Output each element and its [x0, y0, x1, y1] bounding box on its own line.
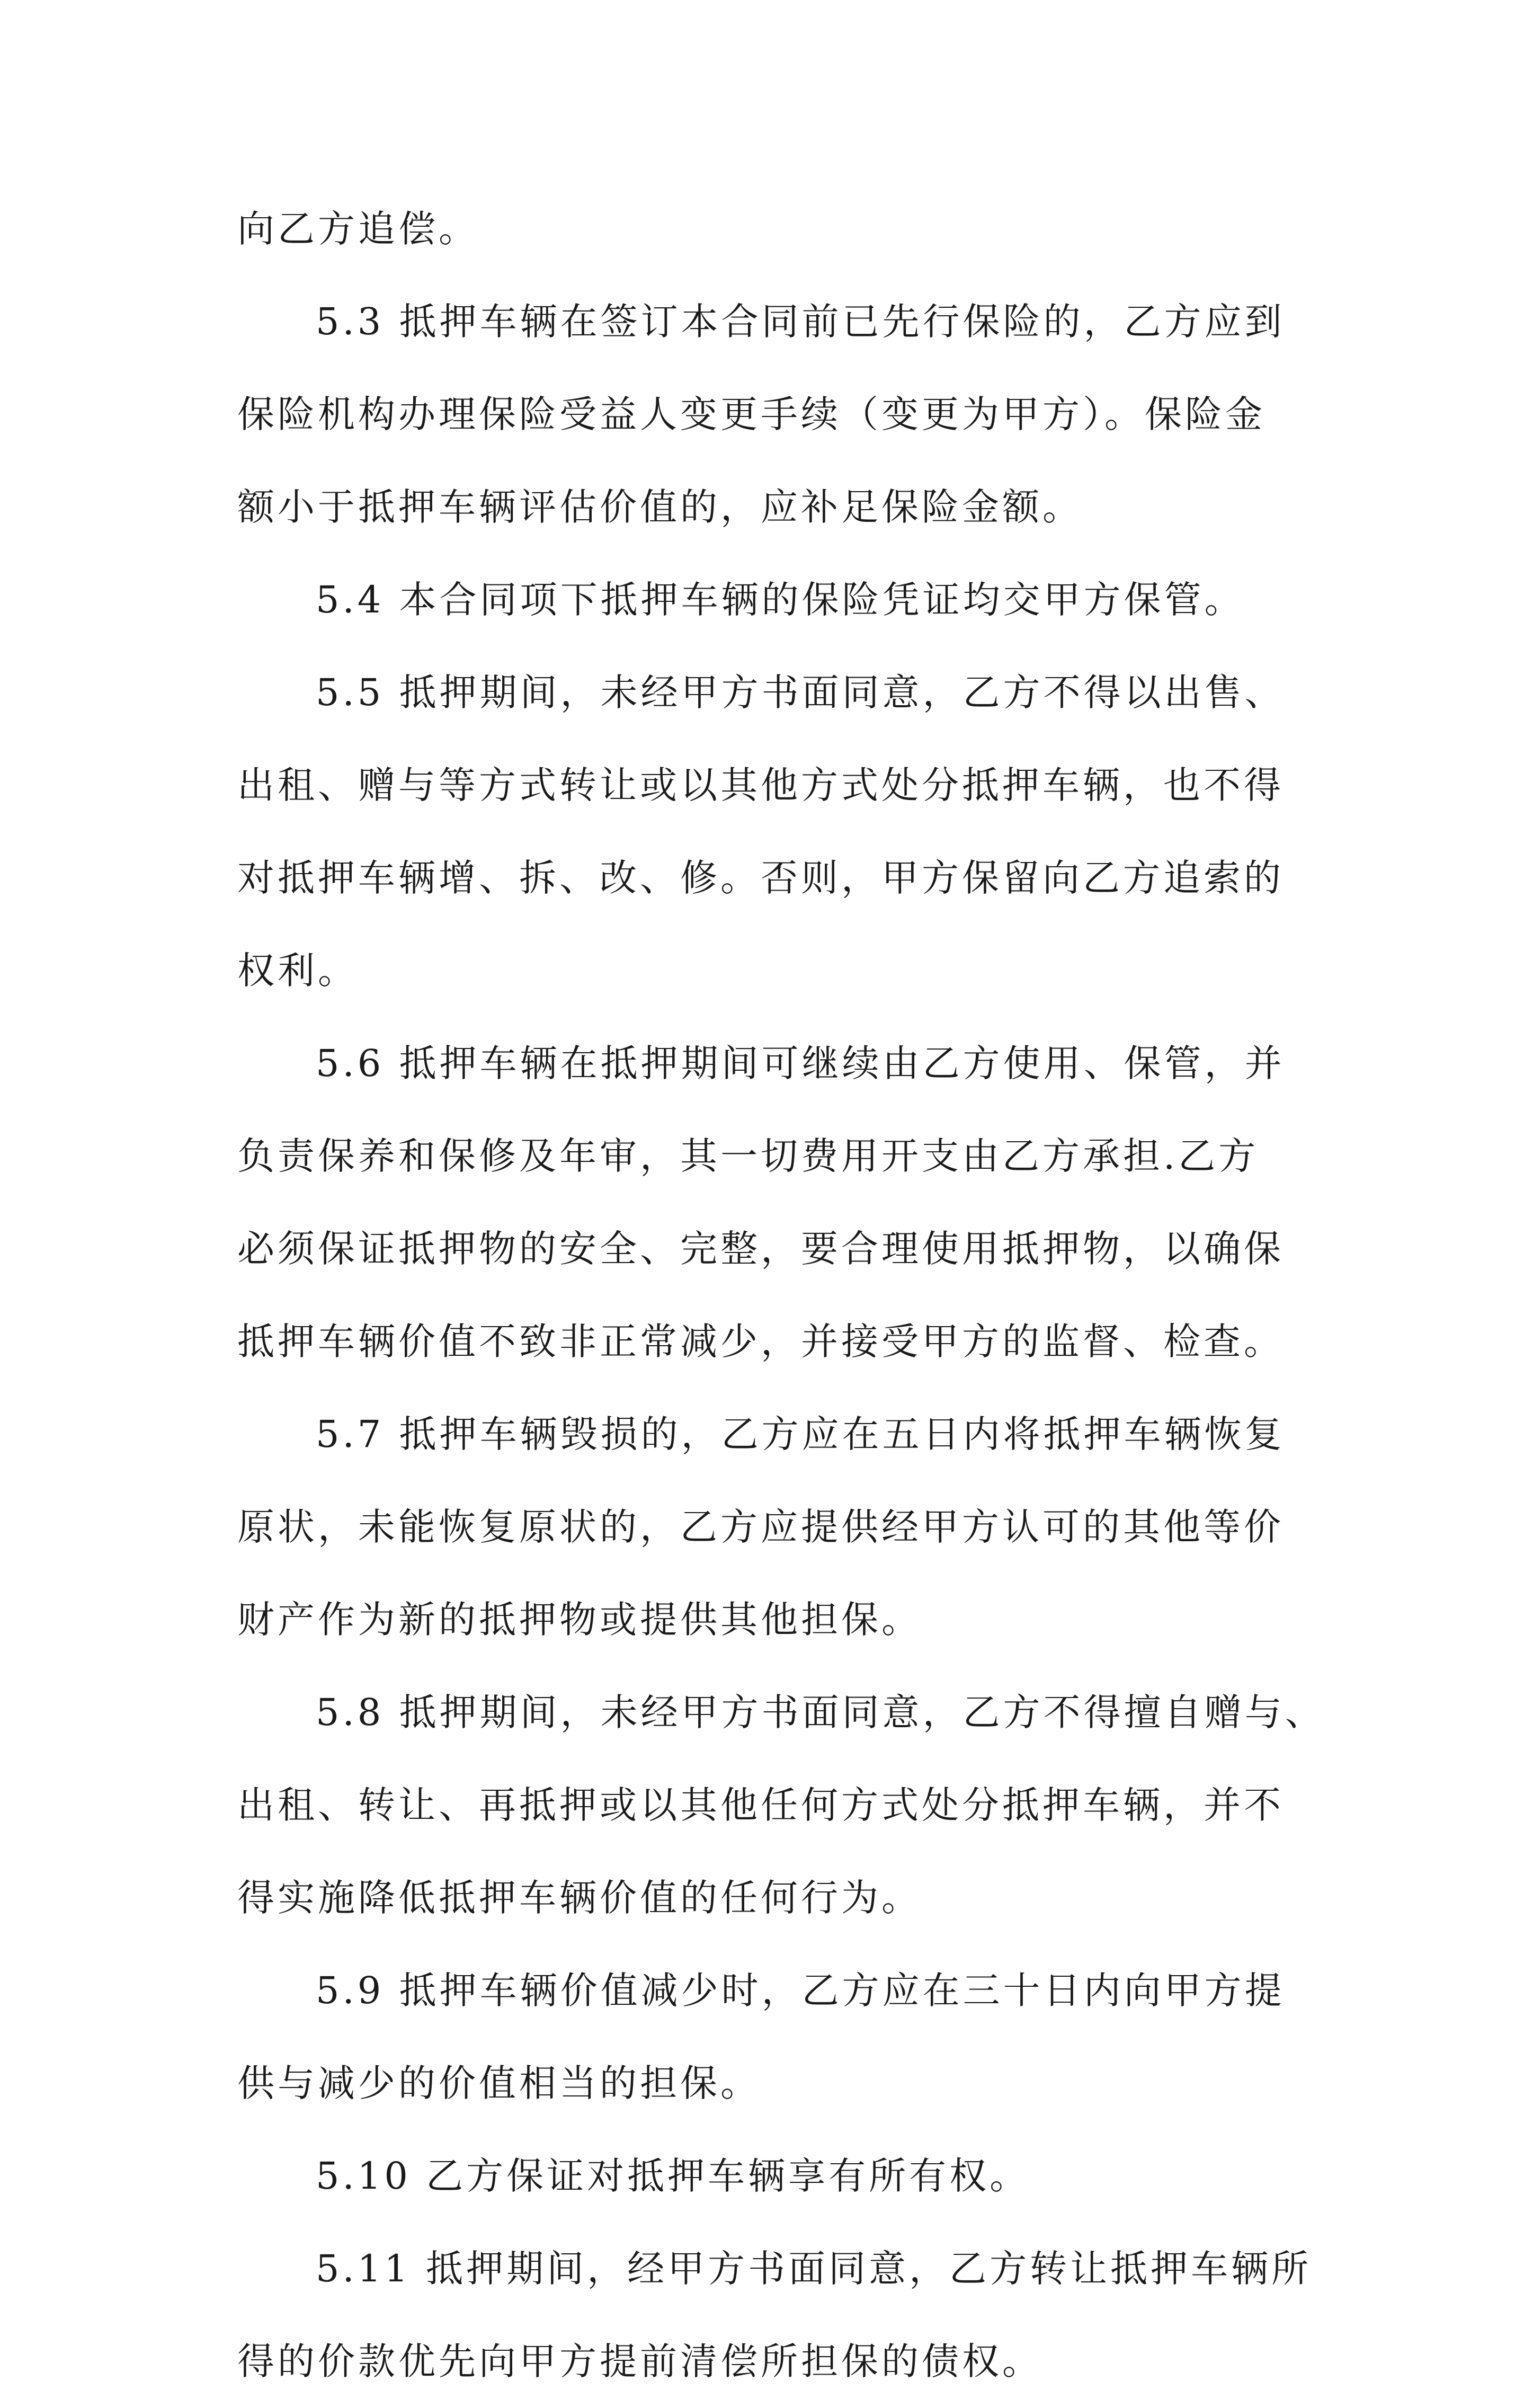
text-line: 对抵押车辆增、拆、改、修。否则，甲方保留向乙方追索的 — [237, 856, 1284, 900]
clause-5-6-line: 5.6 抵押车辆在抵押期间可继续由乙方使用、保管，并 — [316, 1042, 1285, 1085]
clause-5-8-line: 5.8 抵押期间，未经甲方书面同意，乙方不得擅自赠与、 — [316, 1691, 1325, 1734]
text-line: 得的价款优先向甲方提前清偿所担保的债权。 — [237, 2340, 1042, 2383]
text-line: 保险机构办理保险受益人变更手续（变更为甲方）。保险金 — [237, 393, 1265, 436]
clause-5-3-line: 5.3 抵押车辆在签订本合同前已先行保险的，乙方应到 — [316, 300, 1285, 343]
text-line: 出租、转让、再抵押或以其他任何方式处分抵押车辆，并不 — [237, 1783, 1284, 1827]
text-line: 供与减少的价值相当的担保。 — [237, 2062, 761, 2105]
document-body — [237, 183, 1325, 2408]
text-line: 权利。 — [237, 949, 358, 992]
text-line: 财产作为新的抵押物或提供其他担保。 — [237, 1598, 922, 1641]
text-line: 抵押车辆价值不致非正常减少，并接受甲方的监督、检查。 — [237, 1320, 1284, 1363]
clause-5-10-line: 5.10 乙方保证对抵押车辆享有所有权。 — [316, 2154, 1030, 2198]
clause-5-4-line: 5.4 本合同项下抵押车辆的保险凭证均交甲方保管。 — [316, 578, 1245, 621]
clause-5-9-line: 5.9 抵押车辆价值减少时，乙方应在三十日内向甲方提 — [316, 1969, 1285, 2012]
text-line: 负责保养和保修及年审，其一切费用开支由乙方承担.乙方 — [237, 1134, 1259, 1178]
text-line: 必须保证抵押物的安全、完整，要合理使用抵押物，以确保 — [237, 1227, 1284, 1270]
text-line: 出租、赠与等方式转让或以其他方式处分抵押车辆，也不得 — [237, 763, 1284, 807]
text-line: 额小于抵押车辆评估价值的，应补足保险金额。 — [237, 485, 1083, 529]
text-line: 向乙方追偿。 — [237, 207, 479, 251]
clause-5-7-line: 5.7 抵押车辆毁损的，乙方应在五日内将抵押车辆恢复 — [316, 1412, 1285, 1456]
clause-5-5-line: 5.5 抵押期间，未经甲方书面同意，乙方不得以出售、 — [316, 671, 1285, 714]
text-line: 得实施降低抵押车辆价值的任何行为。 — [237, 1876, 922, 1920]
text-line: 原状，未能恢复原状的，乙方应提供经甲方认可的其他等价 — [237, 1505, 1284, 1549]
clause-5-11-line: 5.11 抵押期间，经甲方书面同意，乙方转让抵押车辆所 — [316, 2247, 1312, 2290]
